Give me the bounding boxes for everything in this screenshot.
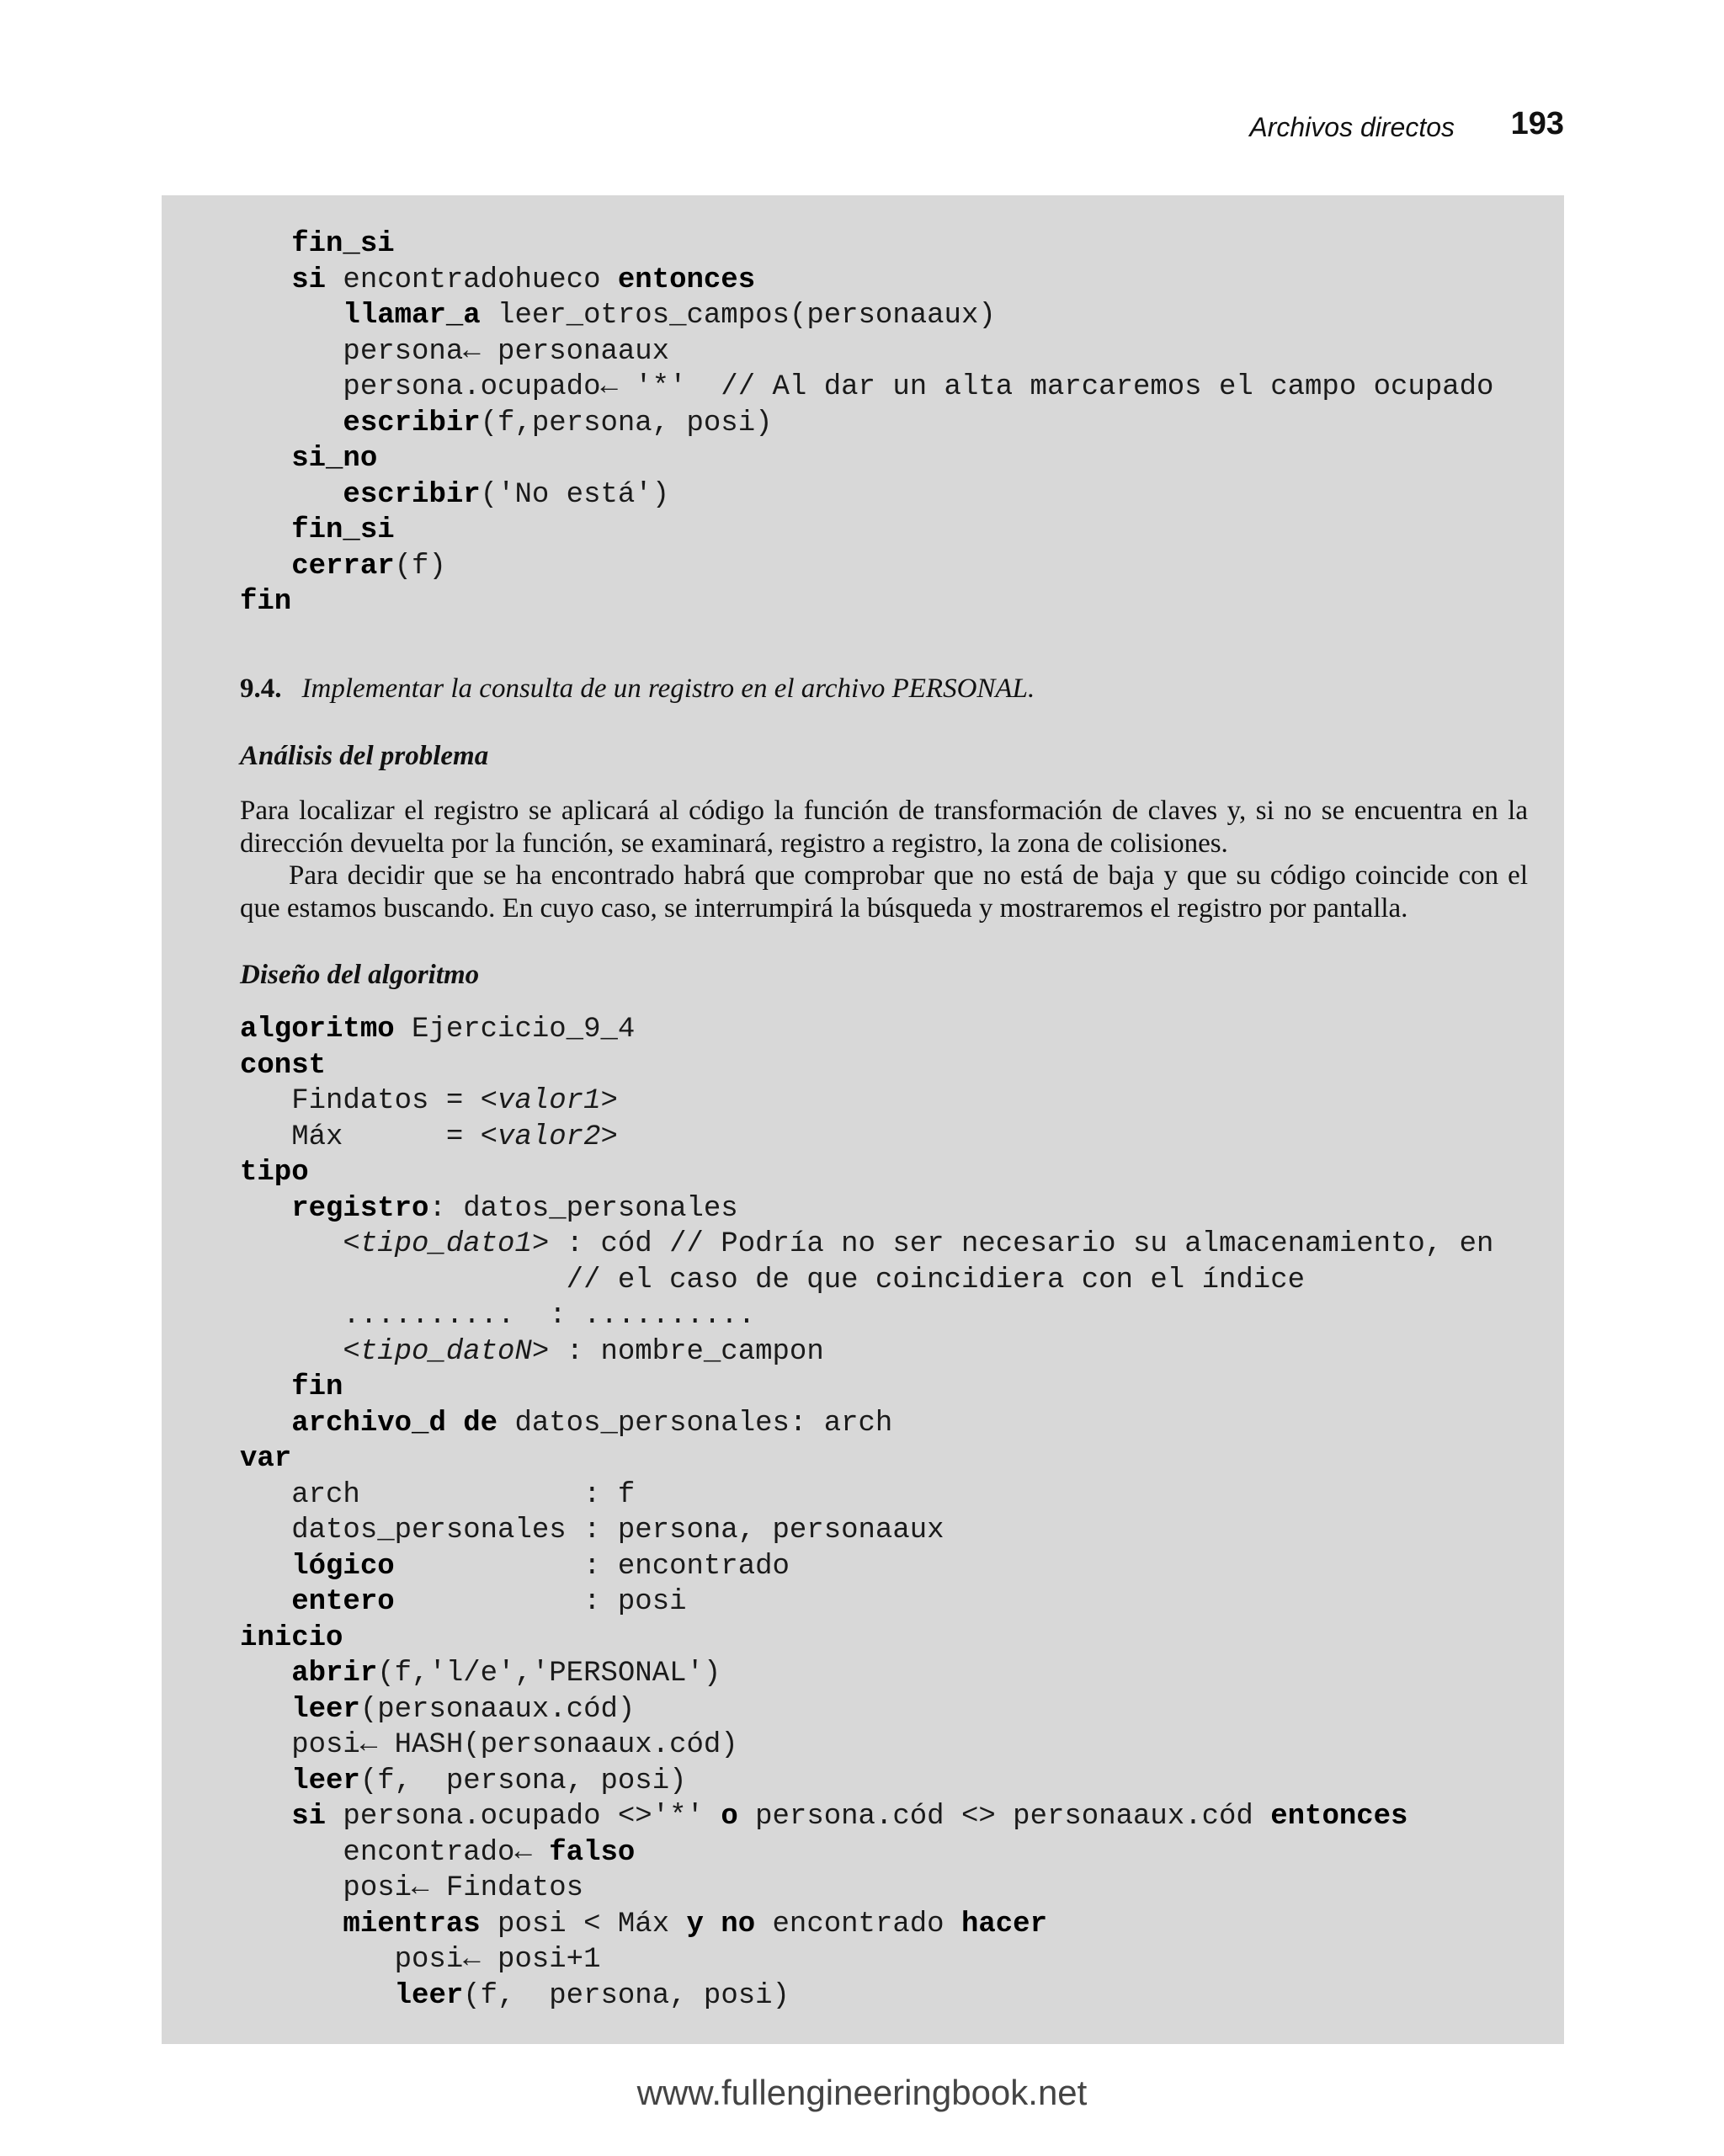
code-token: (f,'l/e','PERSONAL') bbox=[377, 1658, 721, 1690]
code-token: var bbox=[240, 1443, 292, 1475]
code-token: si bbox=[291, 264, 327, 296]
code-token: fin_si bbox=[291, 228, 395, 260]
code-token: cerrar bbox=[291, 550, 395, 583]
code-token bbox=[240, 1193, 291, 1225]
analysis-text bbox=[240, 795, 1528, 924]
code-token bbox=[240, 1801, 291, 1833]
code-token: fin_si bbox=[291, 514, 395, 546]
code-token: fin bbox=[291, 1371, 343, 1403]
code-line bbox=[240, 1334, 1493, 1371]
code-token: .......... : .......... bbox=[240, 1300, 756, 1332]
code-block-top bbox=[240, 226, 1493, 620]
code-token: : nombre_campon bbox=[549, 1335, 824, 1368]
code-token: (f) bbox=[394, 550, 446, 583]
code-line bbox=[240, 1298, 1493, 1334]
code-line bbox=[240, 263, 1493, 299]
code-token: encontradohueco bbox=[326, 264, 618, 296]
code-line bbox=[240, 1441, 1493, 1477]
code-token: posi← HASH(personaaux.cód) bbox=[240, 1729, 738, 1761]
code-token bbox=[240, 228, 291, 260]
analysis-heading: Análisis del problema bbox=[240, 741, 489, 771]
code-token: entonces bbox=[617, 264, 756, 296]
code-token: o bbox=[721, 1801, 738, 1833]
code-token: inicio bbox=[240, 1621, 343, 1654]
code-line bbox=[240, 1692, 1493, 1728]
code-token: abrir bbox=[291, 1658, 378, 1690]
code-line bbox=[240, 1835, 1493, 1871]
code-token: datos_personales : persona, personaaux bbox=[240, 1515, 944, 1546]
code-token: lógico bbox=[291, 1550, 395, 1583]
code-token: : cód // Podría no ser necesario su almacenamiento, en bbox=[549, 1228, 1494, 1260]
code-line bbox=[240, 334, 1493, 370]
code-token: (f,persona, posi) bbox=[480, 407, 773, 439]
code-token bbox=[240, 551, 291, 583]
code-line bbox=[240, 584, 1493, 620]
code-line bbox=[240, 1978, 1493, 2015]
code-line bbox=[240, 1191, 1493, 1227]
code-line bbox=[240, 298, 1493, 334]
code-token: Findatos = bbox=[240, 1085, 481, 1117]
code-token: registro bbox=[291, 1192, 429, 1225]
code-token: encontrado← bbox=[240, 1836, 550, 1869]
code-token bbox=[240, 1371, 291, 1403]
code-token: <valor1> bbox=[480, 1085, 618, 1117]
code-token: ('No está') bbox=[480, 478, 670, 511]
exercise-number: 9.4. bbox=[240, 673, 282, 704]
code-line bbox=[240, 1942, 1493, 1978]
code-token: leer bbox=[291, 1765, 360, 1797]
code-line bbox=[240, 513, 1493, 549]
code-line bbox=[240, 1871, 1493, 1907]
code-token: posi < Máx bbox=[480, 1908, 687, 1940]
code-token: (personaaux.cód) bbox=[359, 1693, 636, 1726]
code-line bbox=[240, 1621, 1493, 1657]
code-token: falso bbox=[549, 1836, 636, 1869]
code-token: : posi bbox=[394, 1586, 687, 1618]
code-token: mientras bbox=[343, 1908, 481, 1940]
code-token: posi← Findatos bbox=[240, 1872, 584, 1904]
code-token bbox=[240, 407, 343, 439]
code-token bbox=[240, 1765, 291, 1797]
code-line bbox=[240, 1370, 1493, 1406]
content-box bbox=[162, 195, 1564, 2044]
code-line bbox=[240, 406, 1493, 442]
code-token: Máx = bbox=[240, 1121, 481, 1153]
code-token: (f, persona, posi) bbox=[463, 1979, 790, 2012]
code-token: persona← personaaux bbox=[240, 335, 670, 368]
code-line bbox=[240, 1155, 1493, 1191]
code-token: y no bbox=[686, 1908, 756, 1940]
code-line bbox=[240, 1727, 1493, 1764]
code-token: persona.ocupado <>'*' bbox=[326, 1801, 721, 1833]
page-number: 193 bbox=[1510, 106, 1564, 141]
code-token: fin bbox=[240, 586, 292, 618]
code-line bbox=[240, 1227, 1493, 1263]
code-block-bottom bbox=[240, 1012, 1493, 2014]
code-token: // el caso de que coincidiera con el índice bbox=[240, 1264, 1306, 1296]
code-token: leer bbox=[394, 1979, 464, 2012]
code-line bbox=[240, 1584, 1493, 1621]
code-token: si_no bbox=[291, 443, 378, 475]
code-token bbox=[240, 1336, 343, 1368]
code-token: escribir bbox=[343, 478, 481, 511]
analysis-paragraph: Para decidir que se ha encontrado habrá que comprobar que no está de baja y que su código coincide con el que estamos buscando. En cuyo caso, se interrumpirá la búsqueda y mostraremos el registro por pantalla. bbox=[240, 860, 1528, 924]
code-token: persona.ocupado← '*' // Al dar un alta marcaremos el campo ocupado bbox=[240, 371, 1494, 403]
code-token bbox=[240, 1980, 395, 2012]
code-token: escribir bbox=[343, 407, 481, 439]
code-token: Ejercicio_9_4 bbox=[394, 1014, 636, 1046]
code-line bbox=[240, 1120, 1493, 1156]
code-line bbox=[240, 1764, 1493, 1800]
code-token: encontrado bbox=[755, 1908, 961, 1940]
code-token: llamar_a bbox=[343, 300, 481, 332]
code-token: <tipo_datoN> bbox=[343, 1335, 550, 1368]
running-header-title: Archivos directos bbox=[1249, 112, 1455, 142]
code-token bbox=[240, 479, 343, 511]
code-line bbox=[240, 1549, 1493, 1585]
code-line bbox=[240, 1907, 1493, 1943]
code-token: leer bbox=[291, 1693, 360, 1726]
analysis-paragraph: Para localizar el registro se aplicará al código la función de transformación de claves y, si no se encuentra en la dirección devuelta por la función, se examinará, registro a registro, la zona de colisiones. bbox=[240, 796, 1528, 859]
code-token: : encontrado bbox=[394, 1550, 790, 1583]
code-line bbox=[240, 226, 1493, 263]
code-token bbox=[240, 1551, 291, 1583]
code-token bbox=[240, 1908, 343, 1940]
code-token: persona.cód <> personaaux.cód bbox=[737, 1801, 1271, 1833]
code-line bbox=[240, 1083, 1493, 1120]
exercise-statement bbox=[240, 673, 1035, 705]
code-token: algoritmo bbox=[240, 1014, 395, 1046]
code-line bbox=[240, 1263, 1493, 1299]
code-token bbox=[240, 1658, 291, 1690]
code-line bbox=[240, 1477, 1493, 1514]
code-line bbox=[240, 1799, 1493, 1835]
code-token: : datos_personales bbox=[428, 1192, 738, 1225]
code-token: entero bbox=[291, 1586, 395, 1618]
code-token: leer_otros_campos(personaaux) bbox=[480, 300, 996, 332]
code-line bbox=[240, 370, 1493, 406]
code-token: const bbox=[240, 1049, 327, 1082]
watermark-url: www.fullengineeringbook.net bbox=[636, 2073, 1088, 2112]
design-heading: Diseño del algoritmo bbox=[240, 960, 480, 990]
exercise-text: Implementar la consulta de un registro en el archivo PERSONAL. bbox=[301, 673, 1035, 704]
code-token: entonces bbox=[1270, 1801, 1408, 1833]
code-token: (f, persona, posi) bbox=[359, 1765, 687, 1797]
code-token: si bbox=[291, 1801, 327, 1833]
code-token: datos_personales: arch bbox=[498, 1407, 893, 1440]
code-token bbox=[240, 300, 343, 332]
code-token bbox=[240, 1228, 343, 1260]
code-token: posi← posi+1 bbox=[240, 1944, 601, 1976]
code-token: tipo bbox=[240, 1157, 309, 1189]
code-token bbox=[240, 443, 291, 475]
code-token bbox=[240, 1408, 291, 1440]
code-token bbox=[240, 514, 291, 546]
code-line bbox=[240, 1513, 1493, 1549]
code-token bbox=[240, 264, 291, 296]
code-token bbox=[240, 1586, 291, 1618]
code-token: <tipo_dato1> bbox=[343, 1228, 550, 1260]
code-line bbox=[240, 549, 1493, 585]
code-line bbox=[240, 1656, 1493, 1692]
code-line bbox=[240, 1012, 1493, 1048]
code-line bbox=[240, 477, 1493, 514]
code-token: <valor2> bbox=[480, 1121, 618, 1153]
code-token: archivo_d de bbox=[291, 1407, 498, 1440]
code-token: hacer bbox=[960, 1908, 1047, 1940]
code-line bbox=[240, 1048, 1493, 1084]
code-line bbox=[240, 1406, 1493, 1442]
code-line bbox=[240, 441, 1493, 477]
code-token: arch : f bbox=[240, 1478, 636, 1511]
code-token bbox=[240, 1694, 291, 1726]
